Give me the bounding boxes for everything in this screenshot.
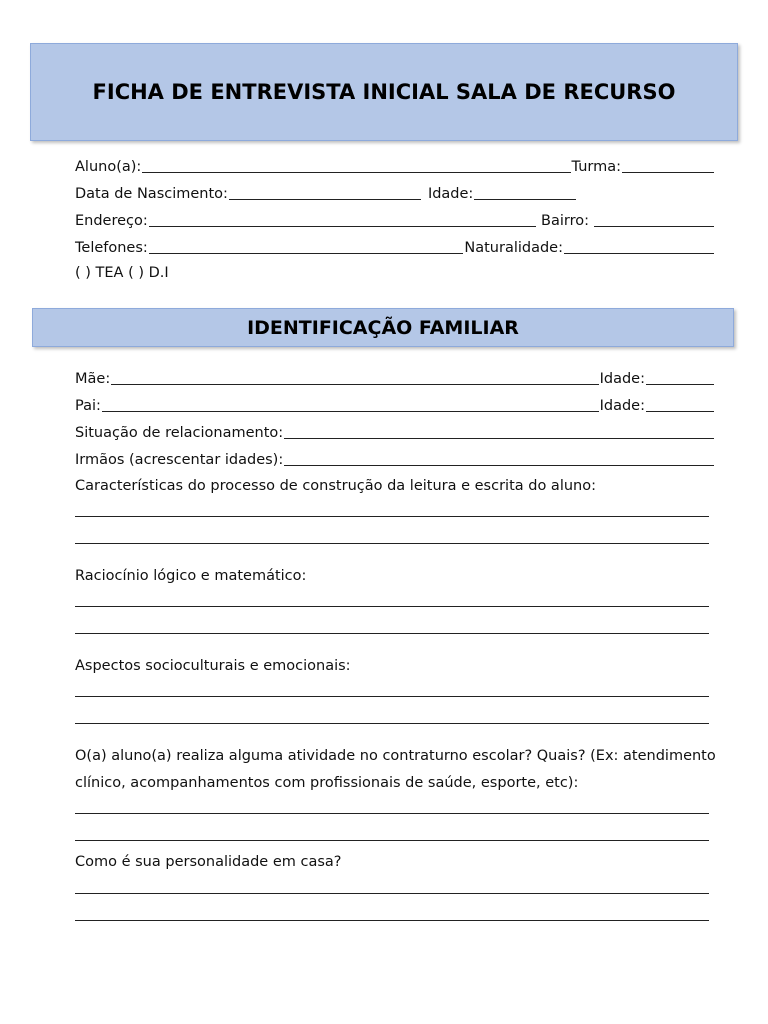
aspectos-answer-line[interactable] xyxy=(75,696,709,697)
telefones-label: Telefones: xyxy=(75,240,148,256)
pai-idade-field[interactable] xyxy=(646,398,714,412)
aluno-field[interactable] xyxy=(142,159,570,173)
naturalidade-field[interactable] xyxy=(564,240,714,254)
naturalidade-label: Naturalidade: xyxy=(464,240,563,256)
leitura-question: Características do processo de construção da leitura e escrita do aluno: xyxy=(75,478,596,494)
personalidade-question: Como é sua personalidade em casa? xyxy=(75,854,342,870)
tea-di-checkboxes[interactable]: ( ) TEA ( ) D.I xyxy=(75,265,169,281)
leitura-answer-line[interactable] xyxy=(75,516,709,517)
endereco-field[interactable] xyxy=(149,213,536,227)
bairro-label: Bairro: xyxy=(541,213,589,229)
mae-row xyxy=(75,370,715,388)
contraturno-question-line1: O(a) aluno(a) realiza alguma atividade no contraturno escolar? Quais? (Ex: atendimento xyxy=(75,748,716,764)
raciocinio-answer-line[interactable] xyxy=(75,606,709,607)
nascimento-row xyxy=(75,185,715,203)
section-title: IDENTIFICAÇÃO FAMILIAR xyxy=(247,316,519,339)
irmaos-field[interactable] xyxy=(284,452,714,466)
aluno-label: Aluno(a): xyxy=(75,159,142,175)
turma-field[interactable] xyxy=(622,159,714,173)
aspectos-question: Aspectos socioculturais e emocionais: xyxy=(75,658,351,674)
leitura-answer-line[interactable] xyxy=(75,543,709,544)
relacionamento-field[interactable] xyxy=(284,425,714,439)
personalidade-answer-line[interactable] xyxy=(75,920,709,921)
idade-field[interactable] xyxy=(474,186,576,200)
aspectos-answer-line[interactable] xyxy=(75,723,709,724)
irmaos-row xyxy=(75,451,715,469)
relacionamento-label: Situação de relacionamento: xyxy=(75,425,284,441)
irmaos-label: Irmãos (acrescentar idades): xyxy=(75,452,284,468)
bairro-field[interactable] xyxy=(594,213,714,227)
mae-label: Mãe: xyxy=(75,371,111,387)
aluno-row xyxy=(75,158,715,176)
turma-label: Turma: xyxy=(571,159,621,175)
pai-idade-label: Idade: xyxy=(599,398,645,414)
telefones-field[interactable] xyxy=(149,240,464,254)
raciocinio-answer-line[interactable] xyxy=(75,633,709,634)
pai-label: Pai: xyxy=(75,398,101,414)
nascimento-label: Data de Nascimento: xyxy=(75,186,228,202)
pai-field[interactable] xyxy=(102,398,599,412)
contraturno-question-line2: clínico, acompanhamentos com profissionais de saúde, esporte, etc): xyxy=(75,775,579,791)
raciocinio-question: Raciocínio lógico e matemático: xyxy=(75,568,307,584)
mae-idade-field[interactable] xyxy=(646,371,714,385)
mae-field[interactable] xyxy=(111,371,598,385)
idade-label: Idade: xyxy=(427,186,474,202)
telefones-row xyxy=(75,239,715,257)
form-title: FICHA DE ENTREVISTA INICIAL SALA DE RECURSO xyxy=(92,80,676,104)
contraturno-answer-line[interactable] xyxy=(75,813,709,814)
mae-idade-label: Idade: xyxy=(599,371,645,387)
form-title-banner xyxy=(30,43,738,141)
endereco-label: Endereço: xyxy=(75,213,148,229)
section-banner xyxy=(32,308,734,347)
endereco-row xyxy=(75,212,715,230)
personalidade-answer-line[interactable] xyxy=(75,893,709,894)
relacionamento-row xyxy=(75,424,715,442)
pai-row xyxy=(75,397,715,415)
nascimento-field[interactable] xyxy=(229,186,421,200)
contraturno-answer-line[interactable] xyxy=(75,840,709,841)
